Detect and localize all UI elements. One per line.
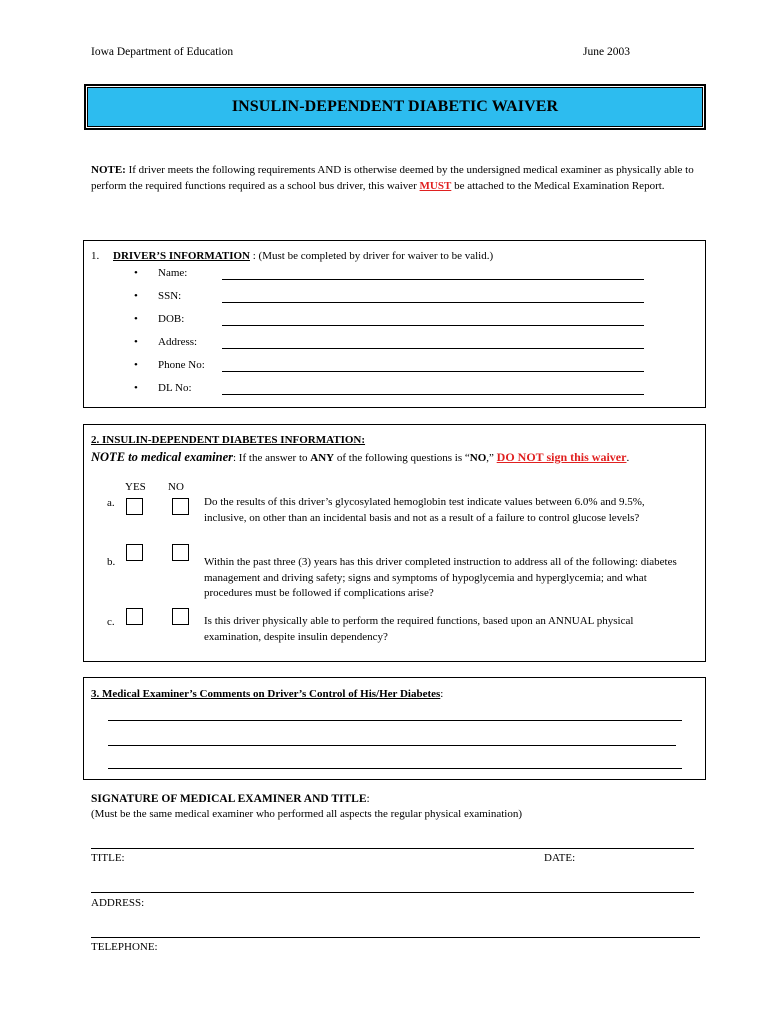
field-ssn[interactable] <box>134 290 654 304</box>
field-dl[interactable] <box>134 382 654 396</box>
telephone-label: TELEPHONE: <box>91 941 158 953</box>
question-a-yes-checkbox[interactable] <box>126 498 143 515</box>
section2-note-text-b: of the following questions is “ <box>334 452 470 464</box>
section2-note-text-c: ,” <box>486 452 497 464</box>
question-c-no-checkbox[interactable] <box>172 608 189 625</box>
signature-subtitle: (Must be the same medical examiner who performed all aspects the regular physical examination) <box>91 808 522 820</box>
bullet: • <box>134 267 138 279</box>
field-label-name: Name: <box>158 267 188 279</box>
comment-line-1[interactable] <box>108 720 682 721</box>
signature-heading: SIGNATURE OF MEDICAL EXAMINER AND TITLE <box>91 793 367 805</box>
field-address[interactable] <box>134 336 654 350</box>
section2-note-no: NO <box>469 452 487 464</box>
field-line-address[interactable] <box>222 348 644 349</box>
field-label-address: Address: <box>158 336 198 348</box>
question-c-letter: c. <box>107 616 115 628</box>
header-date: June 2003 <box>583 46 630 58</box>
field-label-dl: DL No: <box>158 382 192 394</box>
section2-note-end: . <box>626 452 630 464</box>
question-b-no-checkbox[interactable] <box>172 544 189 561</box>
field-line-dob[interactable] <box>222 325 644 326</box>
bullet: • <box>134 336 138 348</box>
page-title: INSULIN-DEPENDENT DIABETIC WAIVER <box>87 87 703 127</box>
bullet: • <box>134 382 138 394</box>
bullet: • <box>134 290 138 302</box>
field-label-phone: Phone No: <box>158 359 205 371</box>
section2-note <box>91 450 629 465</box>
title-banner <box>84 84 706 130</box>
question-c-yes-checkbox[interactable] <box>126 608 143 625</box>
question-b-text: Within the past three (3) years has this driver completed instruction to address all of the following: diabetes management and driving safety; signs and symptoms of hypoglycemia and hyperglycemia; and what procedures must be followed if complications arise? <box>204 556 677 599</box>
field-dob[interactable] <box>134 313 654 327</box>
question-a-text: Do the results of this driver’s glycosylated hemoglobin test indicate values between 6.0% and 9.5%, inclusive, on other than an incidental basis and not as a result of a failure to control glucose levels? <box>204 496 645 524</box>
question-c-text: Is this driver physically able to perform the required functions, based upon an ANNUAL physical examination, despite insulin dependency? <box>204 615 634 643</box>
section2-note-red: DO NOT sign this waiver <box>496 450 627 464</box>
field-line-dl[interactable] <box>222 394 644 395</box>
section1-subtitle: : (Must be completed by driver for waiver to be valid.) <box>250 250 494 262</box>
question-a-no-checkbox[interactable] <box>172 498 189 515</box>
yes-column-label: YES <box>125 481 146 493</box>
question-a-letter: a. <box>107 497 115 509</box>
address-line[interactable] <box>91 892 694 893</box>
note-paragraph <box>91 163 703 194</box>
title-label: TITLE: <box>91 852 125 864</box>
field-label-ssn: SSN: <box>158 290 182 302</box>
date-label: DATE: <box>544 852 576 864</box>
section3-colon: : <box>440 688 444 700</box>
bullet: • <box>134 359 138 371</box>
note-text-b: be attached to the Medical Examination Report. <box>451 179 665 192</box>
section2-note-text-a: : If the answer to <box>233 452 311 464</box>
field-phone[interactable] <box>134 359 654 373</box>
section3-heading-line <box>91 688 443 700</box>
comment-line-3[interactable] <box>108 768 682 769</box>
section1-heading-line <box>113 250 493 262</box>
no-column-label: NO <box>168 481 184 493</box>
note-label: NOTE: <box>91 164 126 176</box>
question-b-letter: b. <box>107 556 116 568</box>
bullet: • <box>134 313 138 325</box>
field-name[interactable] <box>134 267 654 281</box>
field-line-name[interactable] <box>222 279 644 280</box>
header-organization: Iowa Department of Education <box>91 46 234 58</box>
question-b-yes-checkbox[interactable] <box>126 544 143 561</box>
field-label-dob: DOB: <box>158 313 185 325</box>
signature-heading-line <box>91 793 370 805</box>
section2-note-any: ANY <box>310 452 335 464</box>
section2-note-label: NOTE to medical examiner <box>91 450 233 464</box>
note-text-a: If driver meets the following requirements AND is otherwise deemed by the undersigned medical examiner as physically able to perform the required functions required as a school bus driver, this waiver <box>91 164 694 192</box>
field-line-ssn[interactable] <box>222 302 644 303</box>
signature-line[interactable] <box>91 848 694 849</box>
note-must: MUST <box>419 179 452 192</box>
section3-heading: 3. Medical Examiner’s Comments on Driver’s Control of His/Her Diabetes <box>91 688 441 700</box>
telephone-line[interactable] <box>91 937 700 938</box>
section1-number: 1. <box>91 250 100 262</box>
comment-line-2[interactable] <box>108 745 676 746</box>
signature-colon: : <box>366 793 370 805</box>
address-label: ADDRESS: <box>91 897 145 909</box>
section2-heading: 2. INSULIN-DEPENDENT DIABETES INFORMATION: <box>91 434 366 446</box>
field-line-phone[interactable] <box>222 371 644 372</box>
section1-heading: DRIVER’S INFORMATION <box>113 250 250 262</box>
